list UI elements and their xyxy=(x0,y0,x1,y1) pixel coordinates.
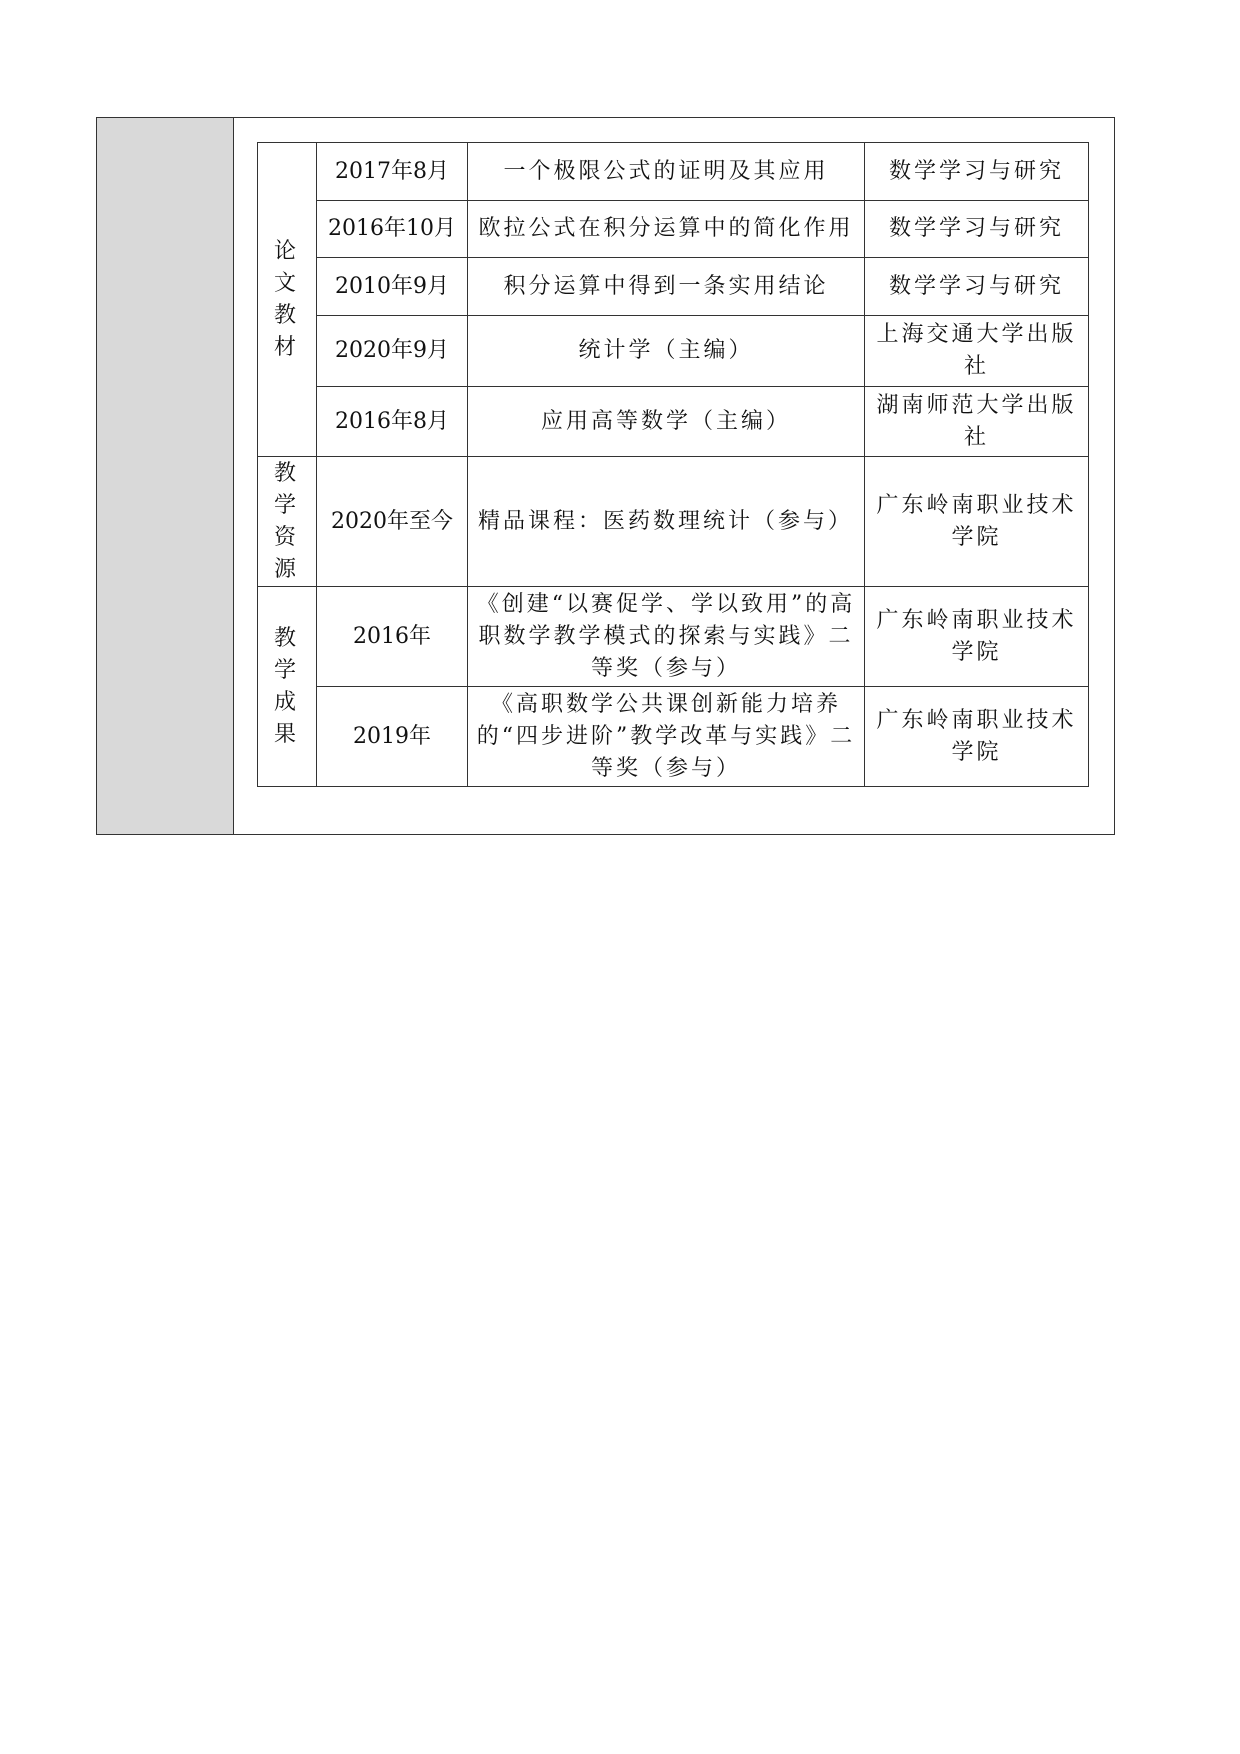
table-row xyxy=(258,316,1089,387)
table-row xyxy=(258,587,1089,687)
category-cell: 论文教材 xyxy=(258,143,317,457)
date-cell: 2016年 xyxy=(317,587,468,687)
table-row xyxy=(258,258,1089,316)
source-cell: 广东岭南职业技术学院 xyxy=(865,457,1089,587)
source-cell: 数学学习与研究 xyxy=(865,258,1089,316)
source-cell: 湖南师范大学出版社 xyxy=(865,387,1089,457)
achievements-table xyxy=(257,142,1089,787)
date-cell: 2017年8月 xyxy=(317,143,468,201)
source-cell: 广东岭南职业技术学院 xyxy=(865,687,1089,787)
category-cell: 教学成果 xyxy=(258,587,317,787)
category-cell: 教学资源 xyxy=(258,457,317,587)
table-row xyxy=(258,687,1089,787)
source-cell: 上海交通大学出版社 xyxy=(865,316,1089,387)
title-cell: 统计学（主编） xyxy=(468,316,865,387)
title-cell: 精品课程：医药数理统计（参与） xyxy=(468,457,865,587)
source-cell: 数学学习与研究 xyxy=(865,143,1089,201)
date-cell: 2016年10月 xyxy=(317,201,468,258)
date-cell: 2020年9月 xyxy=(317,316,468,387)
table-row xyxy=(258,387,1089,457)
title-cell: 《创建“以赛促学、学以致用”的高职数学教学模式的探索与实践》二等奖（参与） xyxy=(468,587,865,687)
title-cell: 积分运算中得到一条实用结论 xyxy=(468,258,865,316)
outer-table xyxy=(96,117,1115,835)
title-cell: 应用高等数学（主编） xyxy=(468,387,865,457)
date-cell: 2019年 xyxy=(317,687,468,787)
date-cell: 2016年8月 xyxy=(317,387,468,457)
date-cell: 2020年至今 xyxy=(317,457,468,587)
table-row xyxy=(258,143,1089,201)
title-cell: 欧拉公式在积分运算中的简化作用 xyxy=(468,201,865,258)
source-cell: 广东岭南职业技术学院 xyxy=(865,587,1089,687)
source-cell: 数学学习与研究 xyxy=(865,201,1089,258)
table-row xyxy=(258,201,1089,258)
left-label-cell xyxy=(97,118,234,834)
title-cell: 《高职数学公共课创新能力培养的“四步进阶”教学改革与实践》二等奖（参与） xyxy=(468,687,865,787)
title-cell: 一个极限公式的证明及其应用 xyxy=(468,143,865,201)
table-row xyxy=(258,457,1089,587)
date-cell: 2010年9月 xyxy=(317,258,468,316)
